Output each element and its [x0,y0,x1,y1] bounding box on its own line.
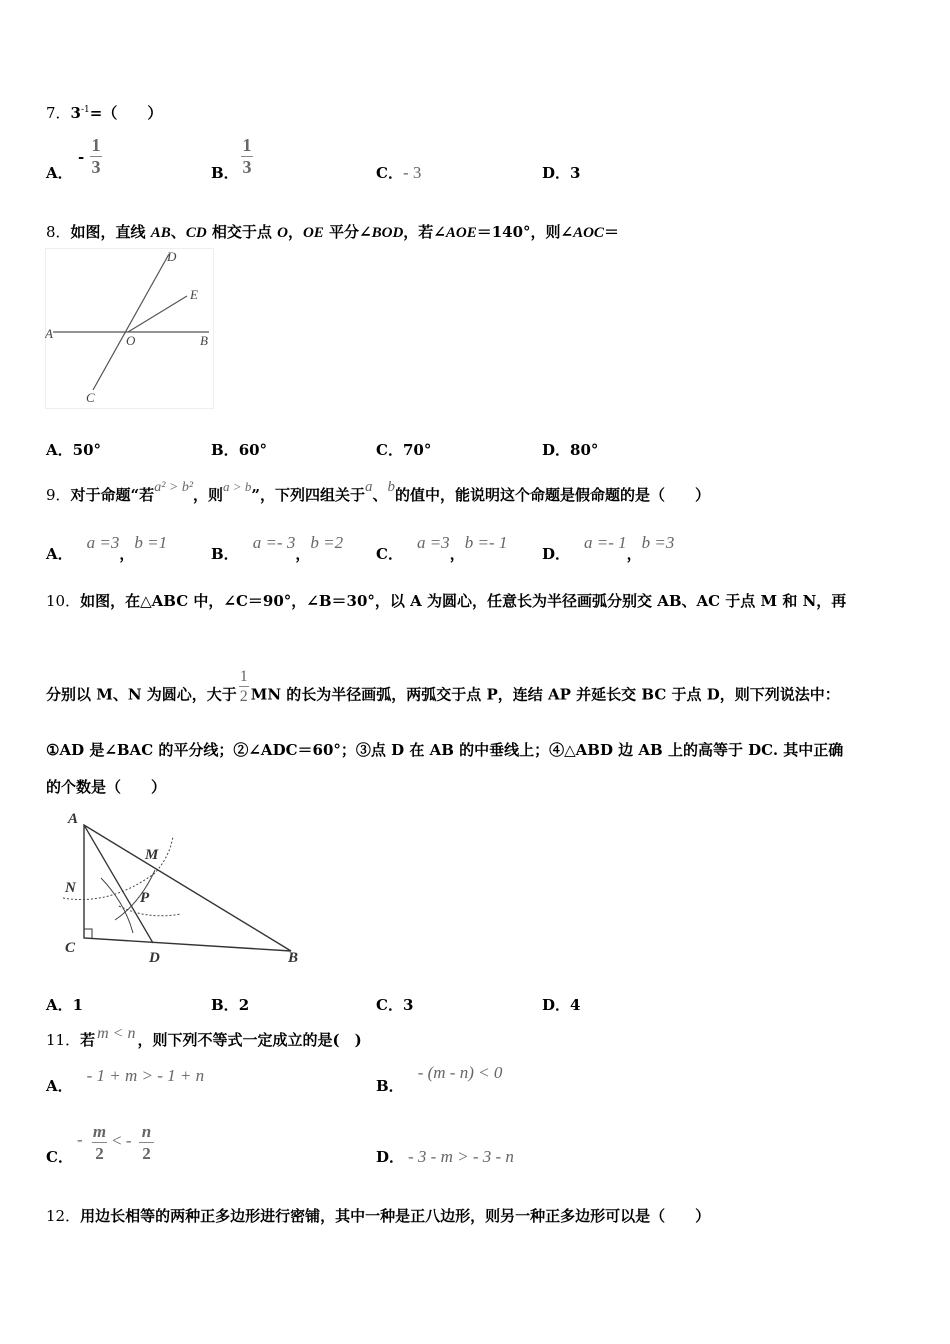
segment-ad [84,825,153,943]
q9-number: 9． [46,486,71,504]
q11-option-b-label: B． [376,1077,404,1095]
q7-number: 7． [46,104,71,122]
label-p: P [140,890,150,906]
q11-option-a-label: A． [46,1077,73,1095]
q10-option-a-value: 1 [72,996,84,1014]
q8-option-a[interactable] [46,439,101,460]
q7-option-d-value: 3 [570,164,581,182]
label-n: N [65,880,76,896]
q10-stem-line-2 [46,668,840,714]
q12-number: 12． [46,1207,81,1225]
q10-option-d[interactable] [542,994,580,1015]
q9-stem-text: 、 [372,486,388,504]
q11-option-d[interactable] [376,1146,514,1167]
q10-option-a[interactable] [46,994,83,1015]
q7-stem [46,102,162,123]
q8-option-c-value: 70° [402,441,432,459]
q8-option-b[interactable] [211,439,267,460]
comma: ， [449,545,465,563]
q10-line-1: 如图，在△ABC 中，∠C＝90°，∠B＝30°，以 A 为圆心，任意长为半径画弧分别交 AB、AC 于点 M 和 N，再 [80,592,847,610]
label-m: M [145,847,159,863]
q8-stem-part: 平分∠ [323,223,372,241]
q8-stem-part: 、 [170,223,186,241]
q9-option-c-b: b =- 1 [464,533,508,552]
q9-option-a-a: a =3 [86,533,120,552]
q7-option-a-den: 3 [91,157,101,177]
q10-half-num: 1 [239,668,248,685]
triangle-abc [84,825,291,951]
q11-option-d-expression: - 3 - m > - 3 - n [408,1147,514,1166]
q8-option-a-value: 50° [72,441,102,459]
label-d: D [149,950,160,966]
q8-option-d-label: D． [542,441,571,459]
q7-option-c-value: - 3 [402,163,422,182]
q10-option-d-label: D． [542,996,571,1014]
q11-option-c-label: C． [46,1148,73,1166]
q8-number: 8． [46,223,71,241]
right-angle-mark [84,929,92,938]
q8-figure [45,248,215,410]
q9-option-b-a: a =- 3 [252,533,296,552]
q11-option-c-den-n: 2 [142,1144,151,1163]
q10-option-b-label: B． [211,996,239,1014]
q11-option-a-expression: - 1 + m > - 1 + n [86,1066,205,1085]
q9-math-conclusion: a > b [223,479,252,494]
q9-option-c-label: C． [376,545,403,563]
q8-stem [46,221,619,242]
q8-stem-part: AB [150,225,171,241]
q10-figure [55,808,315,970]
q11-stem-post: ，则下列不等式一定成立的是( ) [137,1031,362,1049]
q7-option-c-label: C． [376,164,403,182]
q11-option-b-expression: - (m - n) < 0 [417,1063,503,1082]
q11-option-c-num-m: m [92,1122,107,1141]
q7-option-a-sign: - [78,148,85,166]
q7-option-b[interactable] [211,135,252,182]
q10-half-den: 2 [239,688,248,705]
figure-border [46,249,214,409]
q9-stem-text: 对于命题“若 [70,486,155,504]
q7-option-a-fraction [90,136,102,177]
q8-stem-part: ＝140°，则∠ [476,223,574,241]
q10-half-fraction [239,668,249,705]
q9-option-d-label: D． [542,545,571,563]
q8-stem-part: 相交于点 [206,223,278,241]
label-d: D [167,249,177,264]
line-cd [93,254,169,390]
q11-stem [46,1025,362,1050]
q9-option-a-b: b =1 [134,533,168,552]
q8-option-d-value: 80° [570,441,599,459]
q9-option-b-b: b =2 [310,533,344,552]
label-e: E [190,287,198,302]
q10-line-2-post: MN 的长为半径画弧，两弧交于点 P，连结 AP 并延长交 BC 于点 D，则下列说法中： [250,685,840,704]
label-c: C [65,940,76,956]
arc-from-n-b [119,906,181,916]
q9-math-b: b [387,479,395,495]
q11-option-c-fraction-m [92,1122,107,1163]
q11-stem-math: m < n [97,1025,136,1042]
label-a: A [68,811,79,827]
q8-option-b-label: B． [211,441,239,459]
q11-option-c-sign: - [77,1130,83,1149]
q9-math-premise: a² > b² [154,480,194,495]
q7-option-a-label: A． [46,164,73,182]
q8-option-a-label: A． [46,441,73,459]
label-c: C [86,390,95,405]
q11-option-c-fraction-n [139,1122,154,1163]
q10-stem-line-3: ①AD 是∠BAC 的平分线；②∠ADC＝60°；③点 D 在 AB 的中垂线上；④△ABD 边 AB 上的高等于 DC. 其中正确 [46,741,844,759]
q11-number: 11． [46,1031,81,1049]
q10-option-c-label: C． [376,996,403,1014]
q10-option-a-label: A． [46,996,73,1014]
q12-stem-text: 用边长相等的两种正多边形进行密铺，其中一种是正八边形，则另一种正多边形可以是（ ） [80,1207,711,1225]
q10-option-c-value: 3 [402,996,414,1014]
q9-stem [46,479,710,505]
q9-math-a: a [364,479,373,495]
q8-stem-part: ，若∠ [403,223,446,241]
q8-stem-part: CD [185,225,207,241]
q11-option-a[interactable] [46,1066,205,1096]
q10-line-2-pre: 分别以 M、N 为圆心，大于 [46,685,237,704]
q8-option-d[interactable] [542,439,598,460]
q11-option-b[interactable] [376,1063,503,1096]
q7-option-a[interactable] [46,135,101,182]
q10-stem-line-4: 的个数是（ ） [46,778,167,796]
q9-option-c-a: a =3 [416,533,450,552]
q8-stem-part: ＝ [603,223,619,241]
q11-option-c-num-n: n [141,1122,152,1141]
q9-option-d-b: b =3 [641,533,675,552]
q11-option-c-relation: < - [112,1131,132,1150]
q9-option-c[interactable] [376,533,508,564]
fraction-bar [92,1142,107,1143]
q9-option-b[interactable] [211,533,344,564]
q8-stem-part: AOE [445,225,477,241]
q12-stem [46,1205,710,1226]
label-a: A [45,326,53,341]
q10-option-d-value: 4 [570,996,581,1014]
q8-option-c[interactable] [376,439,431,460]
q11-option-d-label: D． [376,1148,405,1166]
q10-stem-line-1 [46,590,846,611]
q8-stem-part: OE [302,225,324,241]
q9-option-a-label: A． [46,545,73,563]
arc-from-m [101,878,133,933]
q8-stem-part: 如图，直线 [70,223,151,241]
comma: ， [295,545,311,563]
fraction-bar [239,686,249,687]
label-b: B [200,333,208,348]
q8-stem-part: O [277,225,288,241]
q7-option-c[interactable] [376,162,421,183]
comma: ， [626,545,642,563]
q8-stem-part: AOC [573,225,604,241]
q7-option-d[interactable] [542,162,580,183]
q9-option-d[interactable] [542,533,675,564]
fraction-bar [139,1142,154,1143]
q8-stem-part: ， [287,223,303,241]
q9-option-d-a: a =- 1 [584,533,627,552]
q7-option-b-den: 3 [242,157,252,177]
q9-stem-text: 的值中，能说明这个命题是假命题的是（ ） [394,486,710,504]
label-o: O [126,333,136,348]
q9-stem-text: ”，下列四组关于 [251,486,365,504]
ray-oe [128,296,187,332]
q7-base: 3 [70,104,81,122]
q7-option-a-num: 1 [91,135,101,155]
q8-option-b-value: 60° [238,441,268,459]
q10-number: 10． [46,592,81,610]
q7-tail: =（ ） [89,104,163,122]
q11-option-c[interactable] [46,1122,152,1166]
q8-option-c-label: C． [376,441,403,459]
q7-option-b-num: 1 [242,135,252,155]
q9-stem-text: ，则 [193,486,224,504]
comma: ， [119,545,135,563]
q10-option-b[interactable] [211,994,249,1015]
q10-option-b-value: 2 [238,996,250,1014]
q11-stem-pre: 若 [80,1031,96,1049]
q10-option-c[interactable] [376,994,413,1015]
q9-option-a[interactable] [46,533,168,564]
q7-option-d-label: D． [542,164,571,182]
q11-option-c-den-m: 2 [95,1144,104,1163]
q9-option-b-label: B． [211,545,239,563]
q7-option-b-fraction [241,136,253,177]
q7-exponent: -1 [80,105,90,115]
label-b: B [288,950,299,966]
q7-option-b-label: B． [211,164,239,182]
q8-stem-part: BOD [371,225,404,241]
